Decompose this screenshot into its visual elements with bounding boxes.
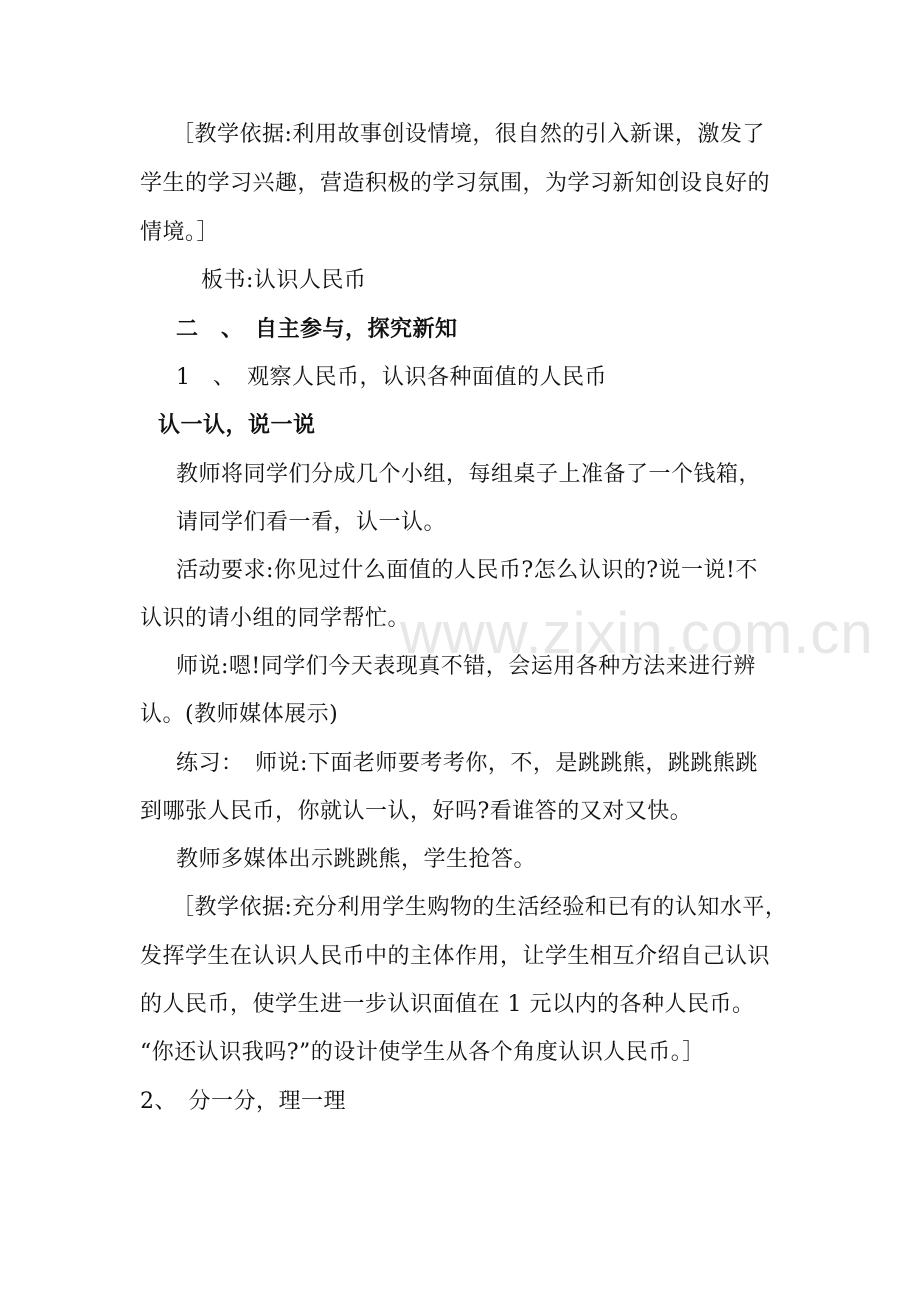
paragraph-line: 认识的请小组的同学帮忙。	[140, 606, 411, 631]
paragraph-line: 发挥学生在认识人民币中的主体作用，让学生相互介绍自己认识	[140, 944, 771, 969]
activity-heading: 认一认，说一说	[158, 413, 316, 438]
paragraph-line: 的人民币，使学生进一步认识面值在 1 元以内的各种人民币。	[140, 992, 755, 1017]
paragraph-line: 师说:嗯!同学们今天表现真不错，会运用各种方法来进行辨	[176, 654, 756, 679]
paragraph-line: 教师将同学们分成几个小组，每组桌子上准备了一个钱箱，	[176, 462, 762, 487]
paragraph-line: ［教学依据:利用故事创设情境，很自然的引入新课，激发了	[172, 122, 765, 147]
paragraph-line: 请同学们看一看，认一认。	[176, 510, 447, 535]
paragraph-line: 认。(教师媒体展示)	[140, 702, 339, 727]
subsection-heading: 2、 分一分，理一理	[140, 1089, 346, 1114]
paragraph-line: “你还认识我吗?”的设计使学生从各个角度认识人民币。］	[140, 1040, 705, 1065]
blackboard-note: 板书:认识人民币	[201, 268, 367, 293]
paragraph-line: 情境。］	[140, 220, 220, 245]
paragraph-line: ［教学依据:充分利用学生购物的生活经验和已有的认知水平，	[172, 895, 788, 920]
paragraph-line: 学生的学习兴趣，营造积极的学习氛围，为学习新知创设良好的	[140, 171, 771, 196]
section-heading: 二 、 自主参与，探究新知	[176, 317, 458, 342]
subsection-heading: 1 、 观察人民币，认识各种面值的人民币	[176, 365, 607, 390]
paragraph-line: 练习： 师说:下面老师要考考你，不，是跳跳熊，跳跳熊跳	[176, 751, 758, 776]
paragraph-line: 教师多媒体出示跳跳熊，学生抢答。	[176, 847, 537, 872]
watermark: www.zixin.com.cn	[400, 601, 874, 666]
paragraph-line: 活动要求:你见过什么面值的人民币?怎么认识的?说一说!不	[176, 558, 758, 583]
paragraph-line: 到哪张人民币，你就认一认，好吗?看谁答的又对又快。	[140, 799, 693, 824]
